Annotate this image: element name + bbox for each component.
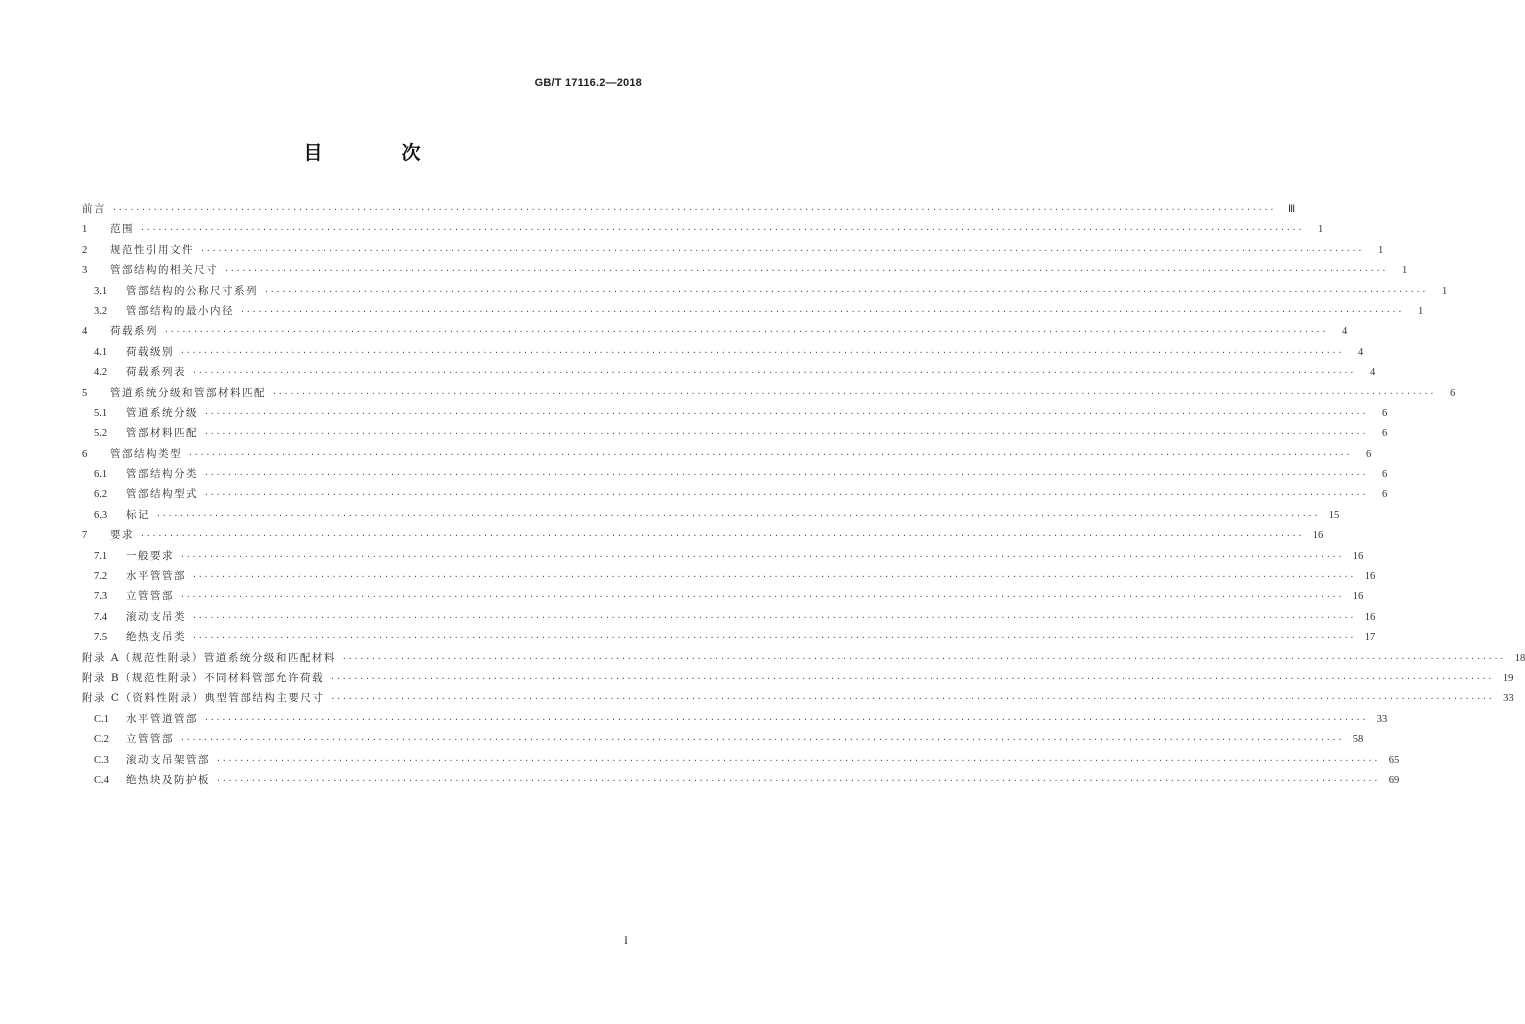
toc-entry[interactable] xyxy=(82,260,1408,280)
toc-entry-page: 1 xyxy=(1402,265,1408,277)
toc-entry[interactable] xyxy=(82,709,1388,729)
toc-leader-dots: ········································································································································································································ xyxy=(140,531,1304,541)
toc-entry[interactable] xyxy=(82,566,1376,586)
toc-entry-page: 6 xyxy=(1450,387,1456,399)
toc-leader-dots: ········································································································································································································ xyxy=(156,510,1320,520)
toc-entry-page: 33 xyxy=(1503,693,1514,705)
toc-leader-dots: ········································································································································································································ xyxy=(240,306,1404,316)
toc-entry-title: 一般要求 xyxy=(126,549,174,562)
toc-entry-title: 附录 A（规范性附录）管道系统分级和匹配材料 xyxy=(82,651,336,664)
toc-entry-number: 2 xyxy=(82,244,88,256)
toc-entry[interactable] xyxy=(82,586,1364,606)
toc-entry-number: 7.1 xyxy=(94,550,108,562)
toc-entry[interactable] xyxy=(82,688,1514,708)
toc-entry-title: 立管管部 xyxy=(126,733,174,746)
toc-entry-number: 7.5 xyxy=(94,632,108,644)
toc-entry-page: 4 xyxy=(1342,326,1348,338)
toc-entry-number: 4.2 xyxy=(94,367,108,379)
toc-leader-dots: ········································································································································································································ xyxy=(204,429,1368,439)
toc-entry-page: 1 xyxy=(1378,244,1384,256)
toc-entry-title: 标记 xyxy=(126,508,150,521)
toc-leader-dots: ········································································································································································································ xyxy=(180,735,1344,745)
toc-entry-number: 7.3 xyxy=(94,591,108,603)
toc-entry[interactable] xyxy=(82,668,1514,688)
toc-entry-page: 1 xyxy=(1318,224,1324,236)
toc-entry-page: 16 xyxy=(1364,611,1376,623)
toc-entry[interactable] xyxy=(82,607,1376,627)
toc-entry[interactable] xyxy=(82,525,1324,545)
toc-leader-dots: ········································································································································································································ xyxy=(180,347,1344,357)
toc-entry-title: 要求 xyxy=(110,529,134,542)
toc-entry-title: 规范性引用文件 xyxy=(110,243,194,256)
toc-entry-title: 管部材料匹配 xyxy=(126,427,198,440)
toc-entry-title: 滚动支吊架管部 xyxy=(126,753,210,766)
toc-entry[interactable] xyxy=(82,321,1348,341)
toc-entry-page: 6 xyxy=(1382,469,1388,481)
toc-entry[interactable] xyxy=(82,750,1400,770)
toc-leader-dots: ········································································································································································································ xyxy=(192,633,1356,643)
toc-entry[interactable] xyxy=(82,342,1364,362)
toc-entry-title: 附录 C（资料性附录）典型管部结构主要尺寸 xyxy=(82,692,325,705)
toc-entry-page: 16 xyxy=(1364,571,1376,583)
toc-entry[interactable] xyxy=(82,729,1364,749)
toc-leader-dots: ········································································································································································································ xyxy=(192,368,1356,378)
toc-entry[interactable] xyxy=(82,362,1376,382)
toc-entry[interactable] xyxy=(82,546,1364,566)
toc-entry[interactable] xyxy=(82,199,1296,219)
toc-entry-page: 1 xyxy=(1442,285,1448,297)
toc-entry-title: 附录 B（规范性附录）不同材料管部允许荷载 xyxy=(82,671,325,684)
toc-entry-title: 管部结构型式 xyxy=(126,488,198,501)
toc-leader-dots: ········································································································································································································ xyxy=(272,388,1436,398)
toc-leader-dots: ········································································································································································································ xyxy=(216,755,1380,765)
toc-entry-page: 58 xyxy=(1352,734,1364,746)
toc-leader-dots: ········································································································································································································ xyxy=(216,775,1380,785)
toc-entry-page: 33 xyxy=(1376,713,1388,725)
toc-entry-number: 1 xyxy=(82,224,88,236)
toc-entry-title: 荷载系列表 xyxy=(126,366,186,379)
toc-entry-title: 管道系统分级 xyxy=(126,406,198,419)
toc-entry[interactable] xyxy=(82,423,1388,443)
toc-entry-number: 5 xyxy=(82,387,88,399)
toc-leader-dots: ········································································································································································································ xyxy=(264,286,1428,296)
toc-entry-title: 范围 xyxy=(110,223,134,236)
toc-entry-page: 4 xyxy=(1370,367,1376,379)
toc-entry-title: 管部结构分类 xyxy=(126,468,198,481)
toc-entry-number: 6.1 xyxy=(94,469,108,481)
toc-leader-dots: ········································································································································································································ xyxy=(112,205,1276,214)
toc-leader-dots: ········································································································································································································ xyxy=(180,592,1344,602)
toc-entry[interactable] xyxy=(82,219,1324,239)
toc-entry-page: 1 xyxy=(1418,305,1424,317)
toc-leader-dots: ········································································································································································································ xyxy=(330,673,1494,683)
toc-entry-title: 立管管部 xyxy=(126,590,174,603)
toc-entry-page: 16 xyxy=(1352,591,1364,603)
toc-entry[interactable] xyxy=(82,383,1456,403)
toc-leader-dots: ········································································································································································································ xyxy=(330,694,1494,704)
toc-entry-page: 69 xyxy=(1388,774,1400,786)
toc-entry[interactable] xyxy=(82,281,1448,301)
toc-leader-dots: ········································································································································································································ xyxy=(192,572,1356,582)
toc-entry[interactable] xyxy=(82,648,1525,668)
toc-entry-title: 滚动支吊类 xyxy=(126,610,186,623)
toc-leader-dots: ········································································································································································································ xyxy=(180,551,1344,561)
toc-entry-title: 绝热块及防护板 xyxy=(126,773,210,786)
toc-entry-number: 7.4 xyxy=(94,611,108,623)
page-title: 目 次 xyxy=(303,142,451,164)
toc-entry-page: Ⅲ xyxy=(1288,204,1296,215)
toc-entry-title: 绝热支吊类 xyxy=(126,631,186,644)
toc-entry-number: C.4 xyxy=(94,774,109,786)
toc-entry[interactable] xyxy=(82,770,1400,790)
toc-entry-page: 18 xyxy=(1514,652,1525,664)
toc-entry-title: 管部结构类型 xyxy=(110,447,182,460)
toc-entry-number: 6 xyxy=(82,448,88,460)
toc-leader-dots: ········································································································································································································ xyxy=(164,327,1328,337)
toc-leader-dots: ········································································································································································································ xyxy=(341,653,1506,663)
toc-entry-number: 7.2 xyxy=(94,571,108,583)
toc-entry-page: 19 xyxy=(1502,672,1514,684)
toc-entry[interactable] xyxy=(82,464,1388,484)
toc-leader-dots: ········································································································································································································ xyxy=(188,449,1352,459)
toc-entry-number: C.1 xyxy=(94,713,109,725)
standard-code: GB/T 17116.2—2018 xyxy=(534,77,642,89)
toc-entry-page: 16 xyxy=(1352,550,1364,562)
table-of-contents xyxy=(82,199,1525,790)
page-number: I xyxy=(624,933,628,947)
toc-entry-page: 6 xyxy=(1382,407,1388,419)
toc-entry-number: 4.1 xyxy=(94,346,108,358)
toc-entry[interactable] xyxy=(82,403,1388,423)
toc-entry-title: 荷载级别 xyxy=(126,345,174,358)
toc-entry-title: 管部结构的相关尺寸 xyxy=(110,264,218,277)
toc-leader-dots: ········································································································································································································ xyxy=(192,612,1356,622)
toc-entry[interactable] xyxy=(82,505,1340,525)
toc-leader-dots: ········································································································································································································ xyxy=(200,245,1364,255)
toc-entry-number: 6.2 xyxy=(94,489,108,501)
toc-leader-dots: ········································································································································································································ xyxy=(140,225,1304,235)
toc-entry-title: 水平管道管部 xyxy=(126,712,198,725)
toc-entry-title: 前言 xyxy=(82,203,106,215)
toc-entry[interactable] xyxy=(82,484,1388,504)
toc-entry-page: 65 xyxy=(1388,754,1400,766)
toc-entry-page: 6 xyxy=(1382,428,1388,440)
toc-entry-number: 5.2 xyxy=(94,428,108,440)
toc-entry-title: 水平管管部 xyxy=(126,570,186,583)
toc-entry[interactable] xyxy=(82,240,1384,260)
toc-entry-page: 6 xyxy=(1382,489,1388,501)
toc-leader-dots: ········································································································································································································ xyxy=(204,490,1368,500)
toc-entry-number: 5.1 xyxy=(94,407,108,419)
toc-leader-dots: ········································································································································································································ xyxy=(204,408,1368,418)
toc-leader-dots: ········································································································································································································ xyxy=(204,470,1368,480)
toc-entry-number: C.3 xyxy=(94,754,109,766)
toc-entry-page: 16 xyxy=(1312,530,1324,542)
toc-entry[interactable] xyxy=(82,301,1424,321)
toc-entry-number: 3.1 xyxy=(94,285,108,297)
toc-entry-title: 管道系统分级和管部材料匹配 xyxy=(110,386,266,399)
toc-entry-number: C.2 xyxy=(94,734,109,746)
toc-leader-dots: ········································································································································································································ xyxy=(224,266,1388,276)
toc-entry-title: 管部结构的最小内径 xyxy=(126,304,234,317)
toc-entry-number: 4 xyxy=(82,326,88,338)
toc-entry-number: 7 xyxy=(82,530,88,542)
toc-entry-number: 3 xyxy=(82,265,88,277)
toc-leader-dots: ········································································································································································································ xyxy=(204,714,1368,724)
toc-entry-title: 荷载系列 xyxy=(110,325,158,338)
toc-entry[interactable] xyxy=(82,444,1372,464)
toc-entry-page: 15 xyxy=(1328,509,1340,521)
toc-entry-page: 4 xyxy=(1358,346,1364,358)
toc-entry-number: 6.3 xyxy=(94,509,108,521)
toc-entry-page: 6 xyxy=(1366,448,1372,460)
toc-entry[interactable] xyxy=(82,627,1376,647)
toc-entry-number: 3.2 xyxy=(94,305,108,317)
toc-entry-title: 管部结构的公称尺寸系列 xyxy=(126,284,258,297)
toc-entry-page: 17 xyxy=(1364,632,1376,644)
